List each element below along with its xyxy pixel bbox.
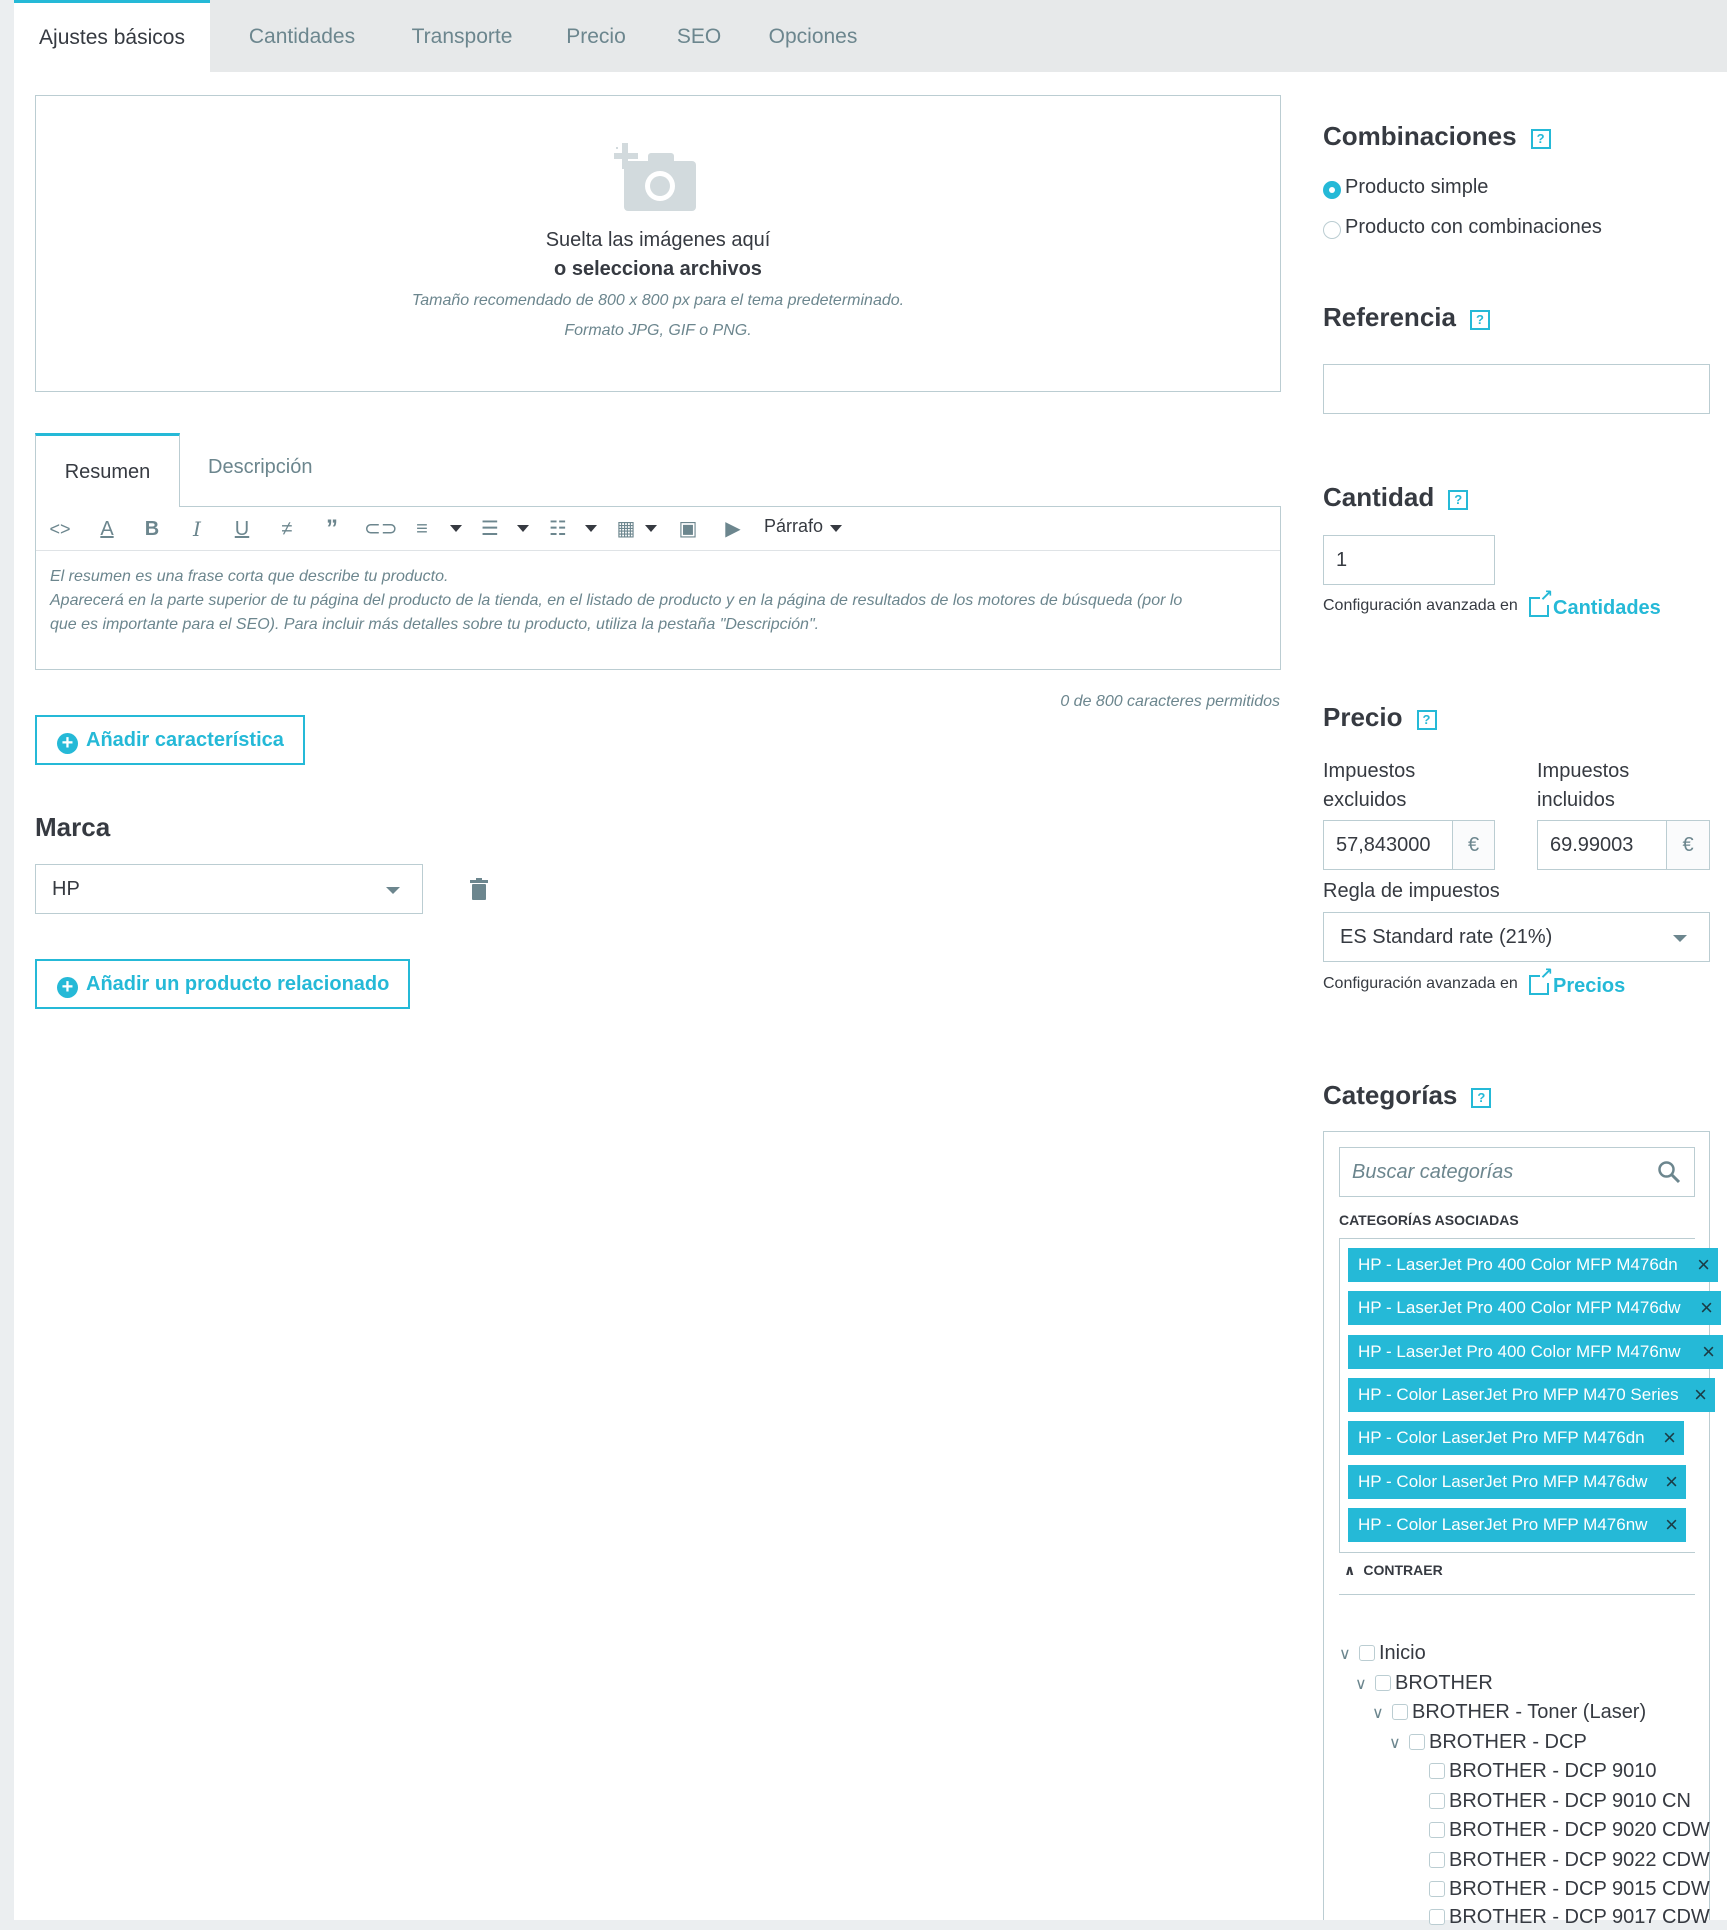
plus-circle-icon: +: [57, 977, 78, 998]
external-link-icon: [1529, 597, 1549, 617]
category-checkbox[interactable]: [1429, 1822, 1445, 1838]
reference-heading: [1323, 302, 1490, 333]
chip-label: HP - Color LaserJet Pro MFP M476dn: [1358, 1428, 1645, 1447]
tree-item-label: BROTHER: [1395, 1672, 1493, 1694]
align-icon[interactable]: ≡: [416, 518, 428, 540]
category-checkbox[interactable]: [1429, 1852, 1445, 1868]
radio-product-combinations[interactable]: [1323, 221, 1341, 239]
italic-icon[interactable]: I: [193, 517, 201, 541]
close-icon[interactable]: ×: [1665, 1469, 1678, 1494]
category-chip: [1348, 1291, 1721, 1325]
tree-item[interactable]: [1372, 1699, 1646, 1725]
tree-item[interactable]: [1389, 1729, 1587, 1755]
tax-rule-select[interactable]: [1323, 912, 1710, 962]
tree-item[interactable]: [1429, 1876, 1710, 1902]
tab-shipping[interactable]: Transporte: [411, 25, 513, 48]
numbered-list-icon[interactable]: ☷: [549, 518, 567, 540]
chevron-down-icon: [1673, 935, 1687, 942]
currency-addon: €: [1667, 820, 1710, 870]
chip-label: HP - Color LaserJet Pro MFP M470 Series: [1358, 1385, 1679, 1404]
help-icon[interactable]: ?: [1448, 490, 1468, 510]
price-tax-included-input[interactable]: 69.99003: [1537, 820, 1667, 870]
add-feature-label: Añadir característica: [86, 729, 284, 751]
brand-select[interactable]: [35, 864, 423, 914]
editor-toolbar: [36, 507, 1280, 551]
category-chip: [1348, 1465, 1686, 1499]
prices-link[interactable]: [1529, 975, 1625, 998]
code-icon[interactable]: <>: [49, 519, 71, 539]
tax-excluded-label-line2: excluidos: [1323, 789, 1407, 811]
currency-addon: €: [1453, 820, 1495, 870]
reference-title: Referencia: [1323, 302, 1456, 332]
select-files-link[interactable]: o selecciona archivos: [554, 258, 762, 280]
category-chip: [1348, 1378, 1715, 1412]
tax-rule-label: Regla de impuestos: [1323, 880, 1500, 902]
quantities-link[interactable]: [1529, 597, 1661, 620]
prices-link-label: Precios: [1553, 975, 1626, 997]
tax-excluded-label-line1: Impuestos: [1323, 760, 1416, 782]
category-chip: [1348, 1508, 1686, 1542]
category-checkbox[interactable]: [1429, 1881, 1445, 1897]
category-checkbox[interactable]: [1429, 1909, 1445, 1925]
media-icon[interactable]: ▶: [725, 518, 741, 540]
price-title: Precio: [1323, 702, 1403, 732]
tree-item[interactable]: [1339, 1640, 1426, 1666]
tree-item[interactable]: [1355, 1670, 1493, 1696]
align-dropdown-caret[interactable]: [450, 525, 462, 532]
bullet-list-caret[interactable]: [517, 525, 529, 532]
tax-included-label-line1: Impuestos: [1537, 760, 1630, 782]
table-caret[interactable]: [645, 525, 657, 532]
help-icon[interactable]: ?: [1417, 710, 1437, 730]
tree-item-label: BROTHER - DCP 9020 CDW: [1449, 1819, 1710, 1841]
tab-summary[interactable]: Resumen: [35, 433, 180, 507]
collapse-label: CONTRAER: [1363, 1562, 1443, 1578]
help-icon[interactable]: ?: [1471, 1088, 1491, 1108]
associated-categories-label: CATEGORÍAS ASOCIADAS: [1339, 1212, 1519, 1228]
image-icon[interactable]: ▣: [678, 518, 698, 540]
close-icon[interactable]: ×: [1702, 1339, 1715, 1364]
placeholder-line-2: Aparecerá en la parte superior de tu página del producto de la tienda, en el listado de producto y en la página de resultados de los motores de búsqueda (por lo: [50, 592, 1183, 609]
category-checkbox[interactable]: [1429, 1763, 1445, 1779]
trash-icon[interactable]: [470, 878, 488, 900]
bold-icon[interactable]: B: [144, 518, 160, 540]
help-icon[interactable]: ?: [1470, 310, 1490, 330]
product-combinations-label[interactable]: Producto con combinaciones: [1345, 216, 1602, 238]
tab-quantities[interactable]: Cantidades: [248, 25, 356, 48]
chip-label: HP - LaserJet Pro 400 Color MFP M476dw: [1358, 1298, 1681, 1317]
category-checkbox[interactable]: [1429, 1793, 1445, 1809]
category-checkbox[interactable]: [1392, 1704, 1408, 1720]
tab-price[interactable]: Precio: [566, 25, 626, 48]
chevron-down-icon[interactable]: ∨: [1389, 1735, 1401, 1752]
tree-item[interactable]: [1429, 1847, 1710, 1873]
chevron-down-icon[interactable]: ∨: [1372, 1705, 1384, 1722]
close-icon[interactable]: ×: [1697, 1252, 1710, 1277]
chevron-down-icon[interactable]: ∨: [1339, 1646, 1351, 1663]
tree-item[interactable]: [1429, 1758, 1656, 1784]
close-icon[interactable]: ×: [1700, 1295, 1713, 1320]
table-icon[interactable]: ▦: [616, 518, 636, 540]
tax-included-label-line2: incluidos: [1537, 789, 1615, 811]
close-icon[interactable]: ×: [1694, 1382, 1707, 1407]
combinations-heading: [1323, 121, 1551, 152]
tree-item-label: Inicio: [1379, 1642, 1426, 1664]
tree-item-label: BROTHER - DCP 9015 CDW: [1449, 1878, 1710, 1900]
add-related-product-button[interactable]: [35, 959, 410, 1009]
camera-add-icon: [614, 143, 698, 213]
chevron-down-icon[interactable]: ∨: [1355, 1676, 1367, 1693]
simple-product-label[interactable]: Producto simple: [1345, 176, 1489, 198]
tree-item-label: BROTHER - DCP 9010: [1449, 1760, 1657, 1782]
bullet-list-icon[interactable]: ☰: [481, 518, 499, 540]
tax-rule-value: ES Standard rate (21%): [1340, 926, 1553, 948]
radio-simple-product[interactable]: [1323, 181, 1341, 199]
category-chip: [1348, 1248, 1718, 1282]
numbered-list-caret[interactable]: [585, 525, 597, 532]
summary-placeholder[interactable]: [50, 565, 1250, 637]
divider: [1339, 1594, 1695, 1595]
summary-editor[interactable]: [35, 506, 1281, 670]
category-chip: [1348, 1421, 1684, 1455]
tree-item[interactable]: [1429, 1788, 1691, 1814]
tab-seo[interactable]: SEO: [676, 25, 722, 48]
chip-label: HP - LaserJet Pro 400 Color MFP M476dn: [1358, 1255, 1678, 1274]
chip-label: HP - Color LaserJet Pro MFP M476dw: [1358, 1472, 1648, 1491]
tab-basic-settings[interactable]: Ajustes básicos: [14, 0, 210, 72]
tab-bar: [14, 0, 1727, 72]
placeholder-line-3: que es importante para el SEO). Para incluir más detalles sobre tu producto, utiliza la pestaña "Descripción".: [50, 616, 820, 633]
underline-icon[interactable]: U: [234, 518, 250, 540]
tree-item-label: BROTHER - DCP: [1429, 1731, 1587, 1753]
chip-label: HP - LaserJet Pro 400 Color MFP M476nw: [1358, 1342, 1681, 1361]
tree-item-label: BROTHER - Toner (Laser): [1412, 1701, 1647, 1723]
dropzone-format-hint: Formato JPG, GIF o PNG.: [564, 322, 752, 339]
quantities-link-label: Cantidades: [1553, 597, 1661, 619]
quantity-input[interactable]: 1: [1323, 535, 1495, 585]
reference-input[interactable]: [1323, 364, 1710, 414]
image-dropzone[interactable]: [35, 95, 1281, 392]
tab-options[interactable]: Opciones: [768, 25, 858, 48]
category-chip: [1348, 1335, 1723, 1369]
chip-label: HP - Color LaserJet Pro MFP M476nw: [1358, 1515, 1648, 1534]
help-icon[interactable]: ?: [1531, 129, 1551, 149]
tree-item[interactable]: [1429, 1904, 1710, 1930]
category-checkbox[interactable]: [1375, 1675, 1391, 1691]
quantity-advanced-text: Configuración avanzada en: [1323, 597, 1518, 614]
category-checkbox[interactable]: [1359, 1645, 1375, 1661]
strikethrough-icon[interactable]: ≠: [281, 518, 293, 540]
tree-item-label: BROTHER - DCP 9022 CDW: [1449, 1849, 1710, 1871]
chevron-down-icon: [386, 887, 400, 894]
brand-value: HP: [52, 878, 80, 900]
search-icon[interactable]: [1657, 1160, 1681, 1184]
add-feature-button[interactable]: [35, 715, 305, 765]
brand-heading: Marca: [35, 812, 111, 842]
tree-item-label: BROTHER - DCP 9010 CN: [1449, 1790, 1691, 1812]
chevron-up-icon: ∧: [1344, 1562, 1356, 1578]
combinations-title: Combinaciones: [1323, 121, 1517, 151]
price-tax-excluded-input[interactable]: 57,843000: [1323, 820, 1453, 870]
quantity-title: Cantidad: [1323, 482, 1435, 512]
external-link-icon: [1529, 975, 1549, 995]
format-caret[interactable]: [830, 525, 842, 532]
collapse-button[interactable]: [1344, 1562, 1443, 1579]
tree-item-label: BROTHER - DCP 9017 CDW: [1449, 1906, 1710, 1928]
quote-icon[interactable]: ”: [326, 515, 338, 542]
link-icon[interactable]: ⊂⊃: [364, 518, 398, 540]
tax-included-label: [1537, 757, 1629, 815]
close-icon[interactable]: ×: [1665, 1512, 1678, 1537]
format-select[interactable]: Párrafo: [764, 516, 824, 536]
tab-description[interactable]: Descripción: [208, 456, 313, 478]
dropzone-size-hint: Tamaño recomendado de 800 x 800 px para el tema predeterminado.: [411, 292, 905, 309]
dropzone-title: Suelta las imágenes aquí: [545, 229, 771, 251]
price-advanced-text: Configuración avanzada en: [1323, 975, 1518, 992]
categories-heading: [1323, 1080, 1491, 1111]
font-color-icon[interactable]: A: [100, 518, 114, 540]
char-counter: 0 de 800 caracteres permitidos: [1060, 693, 1280, 710]
tree-item[interactable]: [1429, 1817, 1710, 1843]
close-icon[interactable]: ×: [1663, 1425, 1676, 1450]
category-checkbox[interactable]: [1409, 1734, 1425, 1750]
quantity-heading: [1323, 482, 1468, 513]
tax-excluded-label: [1323, 757, 1415, 815]
price-heading: [1323, 702, 1437, 733]
add-related-label: Añadir un producto relacionado: [86, 973, 390, 995]
categories-title: Categorías: [1323, 1080, 1458, 1110]
plus-circle-icon: +: [57, 733, 78, 754]
category-search-input[interactable]: Buscar categorías: [1339, 1147, 1695, 1197]
placeholder-line-1: El resumen es una frase corta que describe tu producto.: [50, 568, 449, 585]
